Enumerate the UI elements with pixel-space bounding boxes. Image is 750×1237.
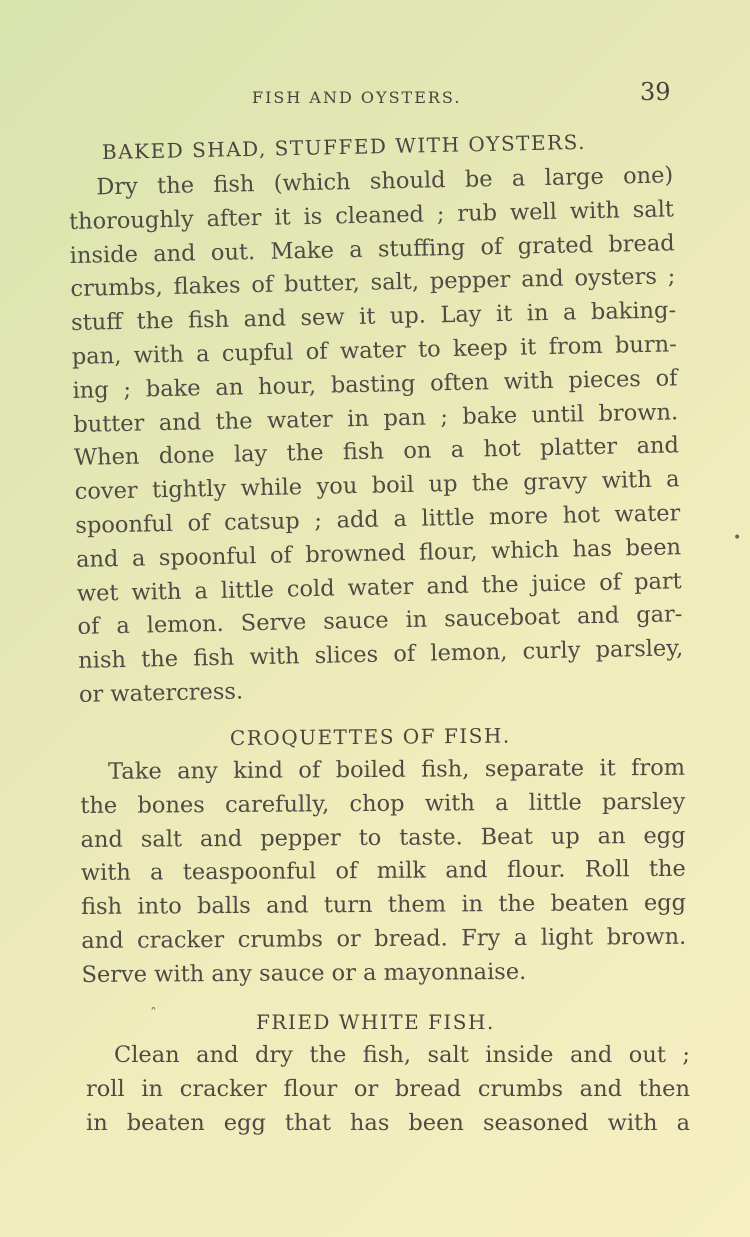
text-line: spoonful of catsup ; add a little more hot water bbox=[75, 500, 681, 539]
text-line: cover tightly while you boil up the gravy with a bbox=[74, 466, 680, 506]
print-speck: • bbox=[733, 530, 742, 546]
text-line: nish the fish with slices of lemon, curly parsley, bbox=[77, 635, 684, 675]
text-line: or watercress. bbox=[78, 678, 244, 708]
text-line: and a spoonful of browned flour, which has been bbox=[75, 534, 682, 573]
recipe-text-croquettes bbox=[80, 752, 687, 993]
text-line: the bones carefully, chop with a little parsley bbox=[80, 788, 686, 819]
recipe-heading-fried-white-fish: FRIED WHITE FISH. bbox=[256, 1010, 495, 1034]
recipe-heading-croquettes: CROQUETTES OF FISH. bbox=[229, 723, 511, 750]
text-line: wet with a little cold water and the juice of part bbox=[76, 567, 682, 607]
text-line: butter and the water in pan ; bake until brown. bbox=[73, 398, 679, 438]
text-line: When done lay the fish on a hot platter and bbox=[73, 432, 680, 472]
running-head: FISH AND OYSTERS. bbox=[252, 88, 462, 107]
recipe-text-fried-white-fish bbox=[86, 1039, 690, 1140]
text-line: Dry the fish (which should be a large one) bbox=[96, 162, 674, 201]
text-line: pan, with a cupful of water to keep it from burn- bbox=[71, 331, 678, 370]
text-line: Clean and dry the fish, salt inside and out ; bbox=[114, 1042, 690, 1068]
text-line: with a teaspoonful of milk and flour. Roll the bbox=[80, 856, 686, 887]
text-line: crumbs, flakes of butter, salt, pepper and oysters ; bbox=[70, 263, 676, 303]
text-line: and cracker crumbs or bread. Fry a light brown. bbox=[81, 923, 687, 954]
text-line: and salt and pepper to taste. Beat up an egg bbox=[80, 822, 686, 853]
recipe-heading-baked-shad: BAKED SHAD, STUFFED WITH OYSTERS. bbox=[101, 129, 587, 164]
text-line: thoroughly after it is cleaned ; rub well with salt bbox=[68, 196, 675, 235]
text-line: inside and out. Make a stuffing of grated bread bbox=[69, 229, 675, 269]
text-line: roll in cracker flour or bread crumbs and then bbox=[86, 1075, 690, 1102]
recipe-text-baked-shad bbox=[68, 159, 684, 712]
text-line: stuff the fish and sew it up. Lay it in a baking- bbox=[70, 297, 677, 337]
text-line: Serve with any sauce or a mayonnaise. bbox=[81, 958, 527, 988]
text-line: in beaten egg that has been seasoned with a bbox=[86, 1109, 690, 1136]
text-line: fish into balls and turn them in the beaten egg bbox=[80, 889, 687, 921]
text-line: of a lemon. Serve sauce in sauceboat and gar- bbox=[77, 601, 683, 641]
page-number: 39 bbox=[640, 78, 671, 106]
text-line: Take any kind of boiled fish, separate it from bbox=[108, 754, 686, 785]
text-line: ing ; bake an hour, basting often with pieces of bbox=[72, 365, 678, 404]
print-speck: ˆ bbox=[150, 1006, 157, 1022]
